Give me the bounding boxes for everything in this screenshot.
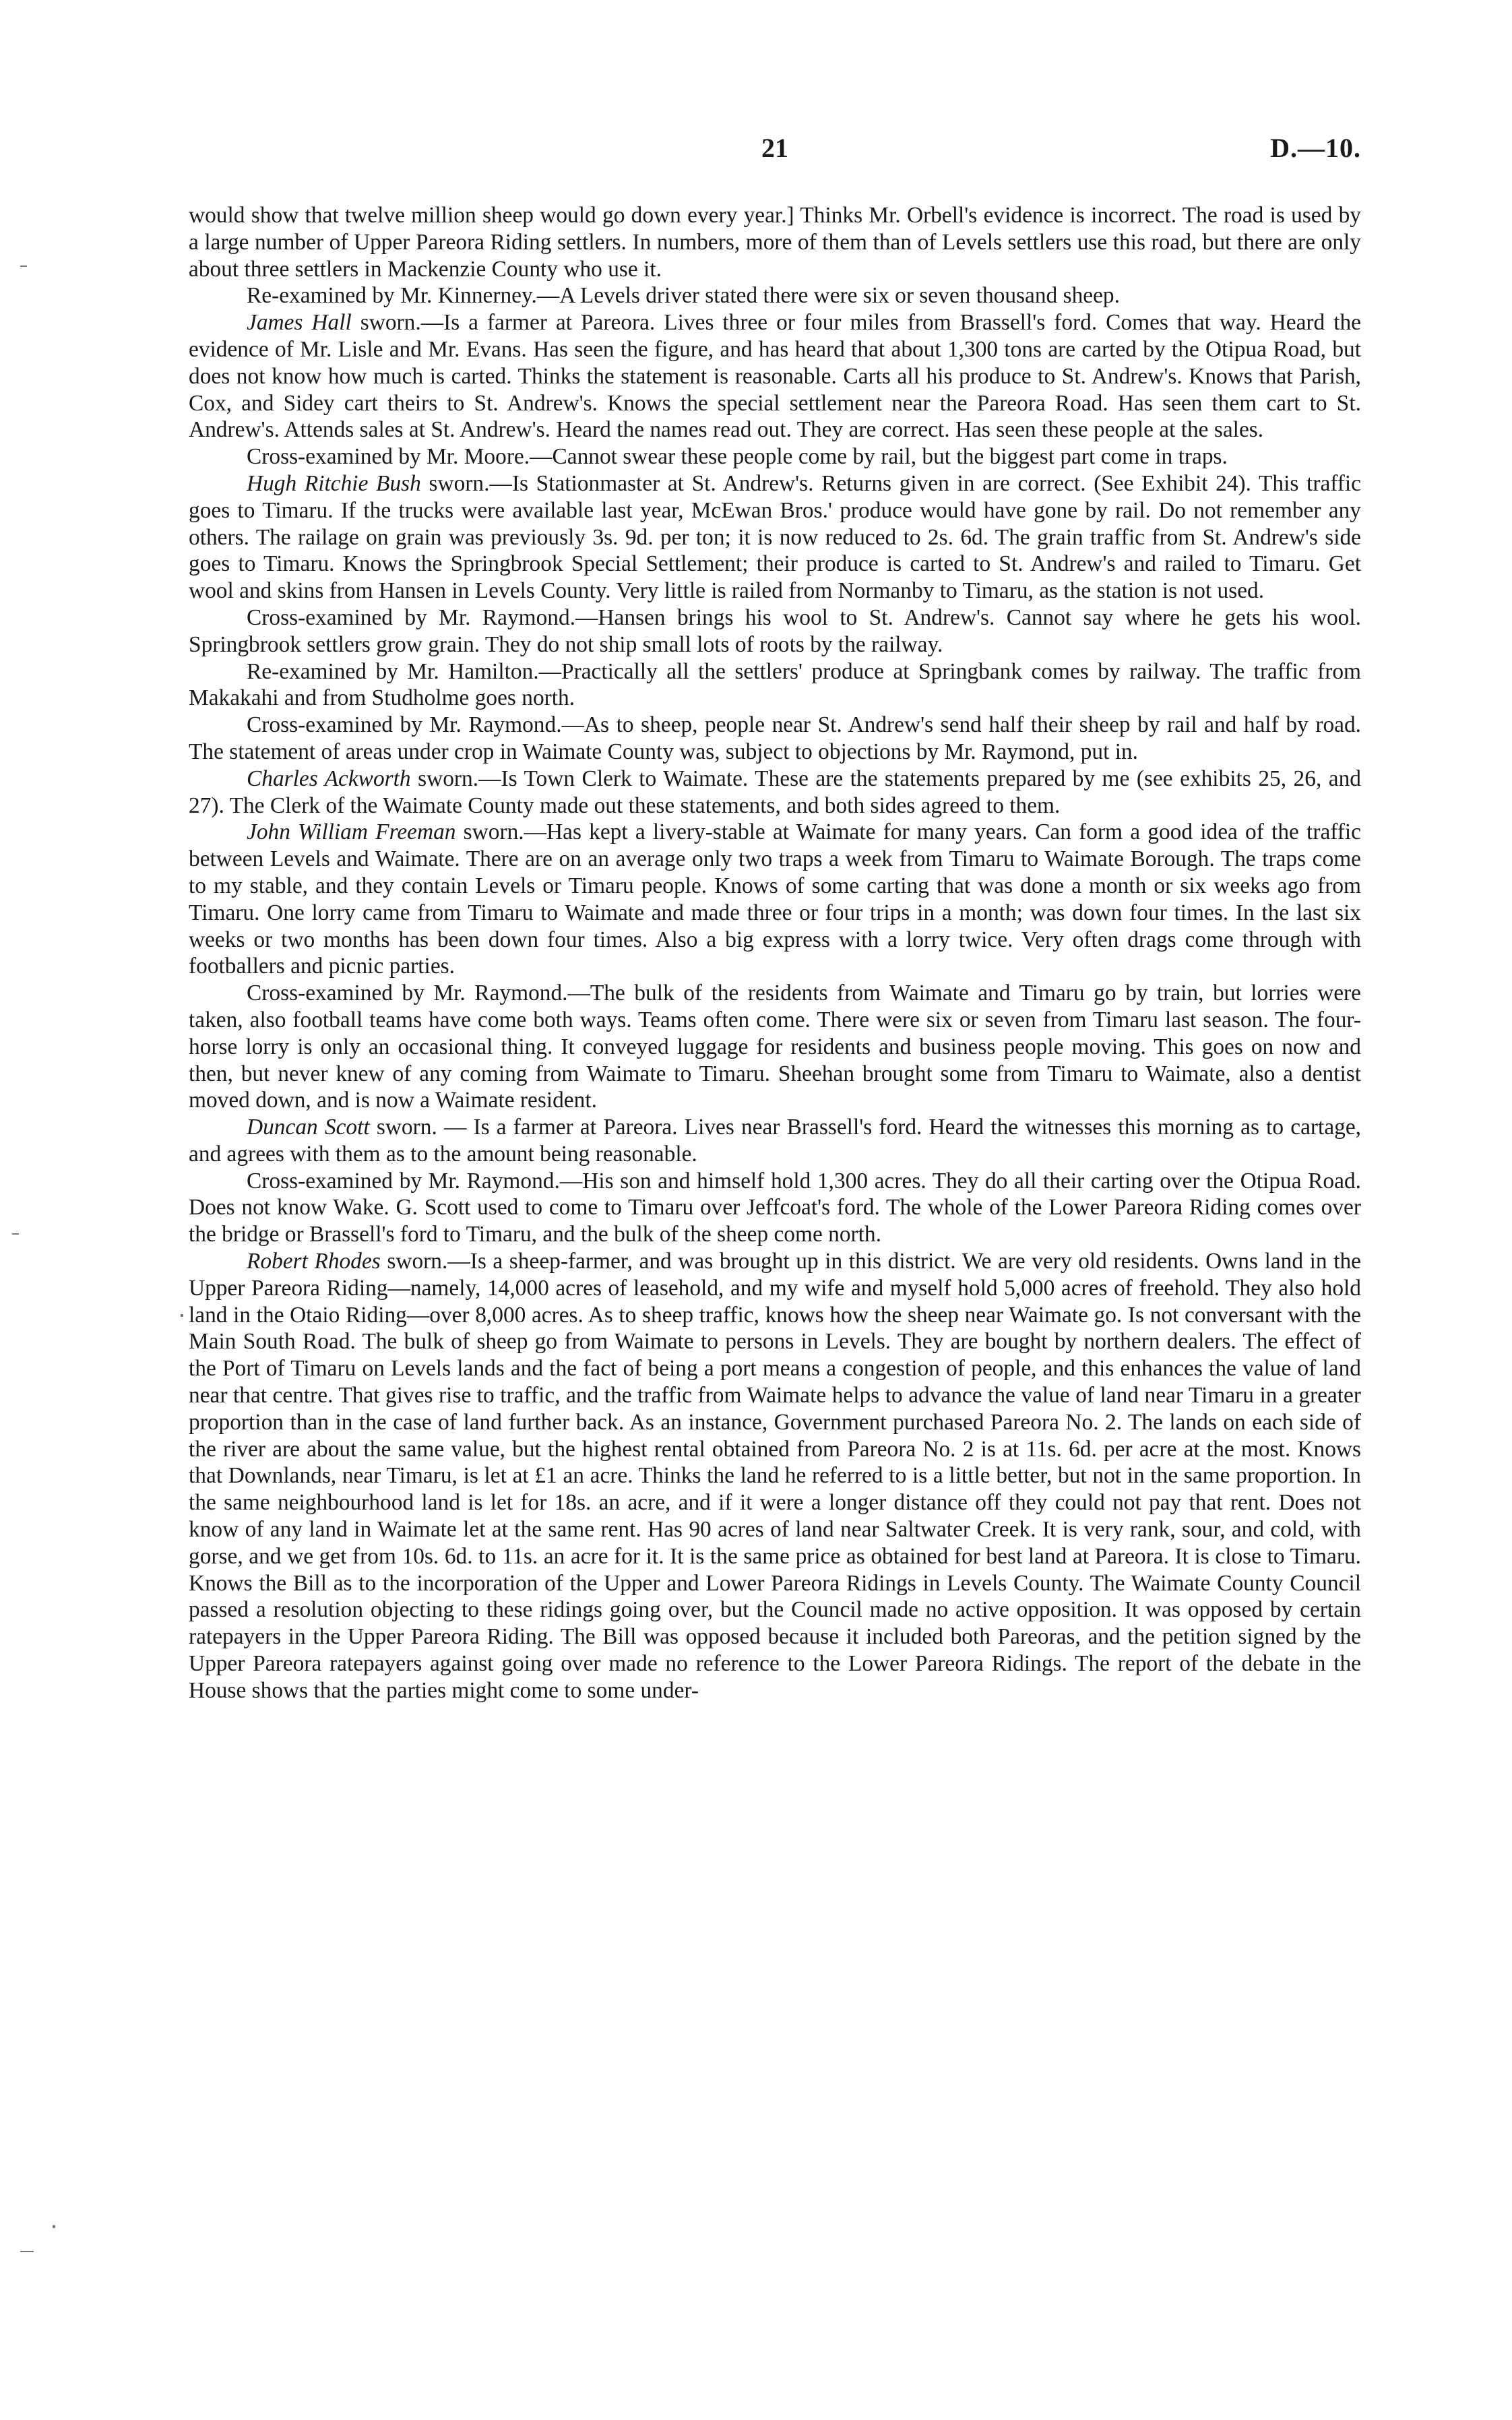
margin-mark (181, 1314, 183, 1317)
paragraph (189, 309, 1361, 443)
witness-name: Robert Rhodes (247, 1249, 381, 1274)
page-number: 21 (761, 133, 788, 163)
document-reference: D.—10. (1270, 133, 1361, 163)
paragraph (189, 470, 1361, 604)
paragraph (189, 443, 1361, 470)
paragraph-text: sworn.—Has kept a livery-stable at Waimate for many years. Can form a good idea of the traffic between Levels and Waimate. There are on an average only two traps a week from Timaru to Waimate Borough. The traps come to my stable, and they contain Levels or Timaru people. Knows of some carting that was done a month or six weeks ago from Timaru. One lorry came from Timaru to Waimate and made three or four trips in a month; was down four times. In the last six weeks or two months has been down four times. Also a big express with a lorry twice. Very often drags come through with footballers and picnic parties. (189, 819, 1361, 979)
paragraph (189, 766, 1361, 819)
paragraph (189, 1168, 1361, 1248)
paragraph-text: Re-examined by Mr. Kinnerney.—A Levels driver stated there were six or seven thousand sheep. (247, 283, 1120, 309)
paragraph-text: sworn.—Is a farmer at Pareora. Lives three or four miles from Brassell's ford. Comes that way. Heard the evidence of Mr. Lisle and Mr. Evans. Has seen the figure, and has heard that about 1,300 tons are carted by the Otipua Road, but does not know how much is carted. Thinks the statement is reasonable. Carts all his produce to St. Andrew's. Knows that Parish, Cox, and Sidey cart theirs to St. Andrew's. Knows the special settlement near the Pareora Road. Has seen them cart to St. Andrew's. Attends sales at St. Andrew's. Heard the names read out. They are correct. Has seen these people at the sales. (189, 310, 1362, 443)
paragraph (189, 1248, 1361, 1704)
paragraph (189, 282, 1361, 309)
paragraph-text: Cross-examined by Mr. Raymond.—As to sheep, people near St. Andrew's send half their sheep by rail and half by road. The statement of areas under crop in Waimate County was, subject to objections by Mr. Raymond, put in. (189, 712, 1361, 764)
paragraph (189, 819, 1361, 980)
body-text (189, 202, 1361, 1704)
paragraph-text: Cross-examined by Mr. Raymond.—Hansen brings his wool to St. Andrew's. Cannot say where he gets his wool. Springbrook settlers grow grain. They do not ship small lots of roots by the railway. (189, 604, 1361, 657)
page-header (189, 132, 1361, 173)
paragraph-text: sworn. — Is a farmer at Pareora. Lives near Brassell's ford. Heard the witnesses this morning as to cartage, and agrees with them as to the amount being reasonable. (189, 1115, 1361, 1167)
paragraph (189, 604, 1361, 658)
paragraph (189, 712, 1361, 766)
paragraph-text: Cross-examined by Mr. Moore.—Cannot swear these people come by rail, but the biggest part come in traps. (247, 444, 1228, 470)
paragraph-text: would show that twelve million sheep would go down every year.] Thinks Mr. Orbell's evidence is incorrect. The road is used by a large number of Upper Pareora Riding settlers. In numbers, more of them than of Levels settlers use this road, but there are only about three settlers in Mackenzie County who use it. (189, 203, 1361, 282)
paragraph-text: Cross-examined by Mr. Raymond.—The bulk of the residents from Waimate and Timaru go by train, but lorries were taken, also football teams have come both ways. Teams often come. There were six or seven from Timaru last season. The four-horse lorry is only an occasional thing. It conveyed luggage for residents and business people moving. This goes on now and then, but never knew of any coming from Waimate to Timaru. Sheehan brought some from Timaru to Waimate, also a dentist moved down, and is now a Waimate resident. (189, 981, 1361, 1113)
paragraph (189, 1114, 1361, 1168)
paragraph-text: Cross-examined by Mr. Raymond.—His son and himself hold 1,300 acres. They do all their carting over the Otipua Road. Does not know Wake. G. Scott used to come to Timaru over Jeffcoat's ford. The whole of the Lower Pareora Riding comes over the bridge or Brassell's ford to Timaru, and the bulk of the sheep come north. (189, 1168, 1361, 1247)
witness-name: Duncan Scott (247, 1115, 370, 1140)
witness-name: James Hall (247, 310, 352, 336)
witness-name: Charles Ackworth (247, 766, 411, 791)
margin-mark (20, 2251, 34, 2252)
paragraph (189, 202, 1361, 282)
margin-mark (20, 266, 27, 267)
paragraph-text: sworn.—Is Town Clerk to Waimate. These are the statements prepared by me (see exhibits 25, 26, and 27). The Clerk of the Waimate County made out these statements, and both sides agreed to them. (189, 766, 1362, 818)
witness-name: Hugh Ritchie Bush (247, 470, 421, 496)
paragraph-text: sworn.—Is Stationmaster at St. Andrew's. Returns given in are correct. (See Exhibit 24). This traffic goes to Timaru. If the trucks were available last year, McEwan Bros.' produce would have gone by rail. Do not remember any others. The railage on grain was previously 3s. 9d. per ton; it is now reduced to 2s. 6d. The grain traffic from St. Andrew's side goes to Timaru. Knows the Springbrook Special Settlement; their produce is carted to St. Andrew's and railed to Timaru. Get wool and skins from Hansen in Levels County. Very little is railed from Normanby to Timaru, as the station is not used. (189, 470, 1361, 604)
margin-mark (12, 1233, 19, 1235)
paragraph (189, 980, 1361, 1114)
paragraph (189, 658, 1361, 712)
paragraph-text: Re-examined by Mr. Hamilton.—Practically all the settlers' produce at Springbank comes by railway. The traffic from Makakahi and from Studholme goes north. (189, 658, 1361, 711)
paragraph-text: sworn.—Is a sheep-farmer, and was brought up in this district. We are very old residents. Owns land in the Upper Pareora Riding—namely, 14,000 acres of leasehold, and my wife and myself hold 5,000 acres of freehold. They also hold land in the Otaio Riding—over 8,000 acres. As to sheep traffic, knows how the sheep near Waimate go. Is not conversant with the Main South Road. The bulk of sheep go from Waimate to persons in Levels. They are bought by northern dealers. The effect of the Port of Timaru on Levels lands and the fact of being a port means a congestion of people, and this enhances the value of land near that centre. That gives rise to traffic, and the traffic from Waimate helps to advance the value of land near Timaru in a greater proportion than in the case of land further back. As an instance, Government purchased Pareora No. 2. The lands on each side of the river are about the same value, but the highest rental obtained from Pareora No. 2 is at 11s. 6d. per acre at the most. Knows that Downlands, near Timaru, is let at £1 an acre. Thinks the land he referred to is a little better, but not in the same proportion. In the same neighbourhood land is let for 18s. an acre, and if it were a longer distance off they could not pay that rent. Does not know of any land in Waimate let at the same rent. Has 90 acres of land near Saltwater Creek. It is very rank, sour, and cold, with gorse, and we get from 10s. 6d. to 11s. an acre for it. It is the same price as obtained for best land at Pareora. It is close to Timaru. Knows the Bill as to the incorporation of the Upper and Lower Pareora Ridings in Levels County. The Waimate County Council passed a resolution objecting to these ridings going over, but the Council made no active opposition. It was opposed by certain ratepayers in the Upper Pareora Riding. The Bill was opposed because it included both Pareoras, and the petition signed by the Upper Pareora ratepayers against going over made no reference to the Lower Pareora Ridings. The report of the debate in the House shows that the parties might come to some under- (189, 1249, 1361, 1703)
witness-name: John William Freeman (247, 819, 456, 845)
margin-mark (53, 2225, 55, 2228)
